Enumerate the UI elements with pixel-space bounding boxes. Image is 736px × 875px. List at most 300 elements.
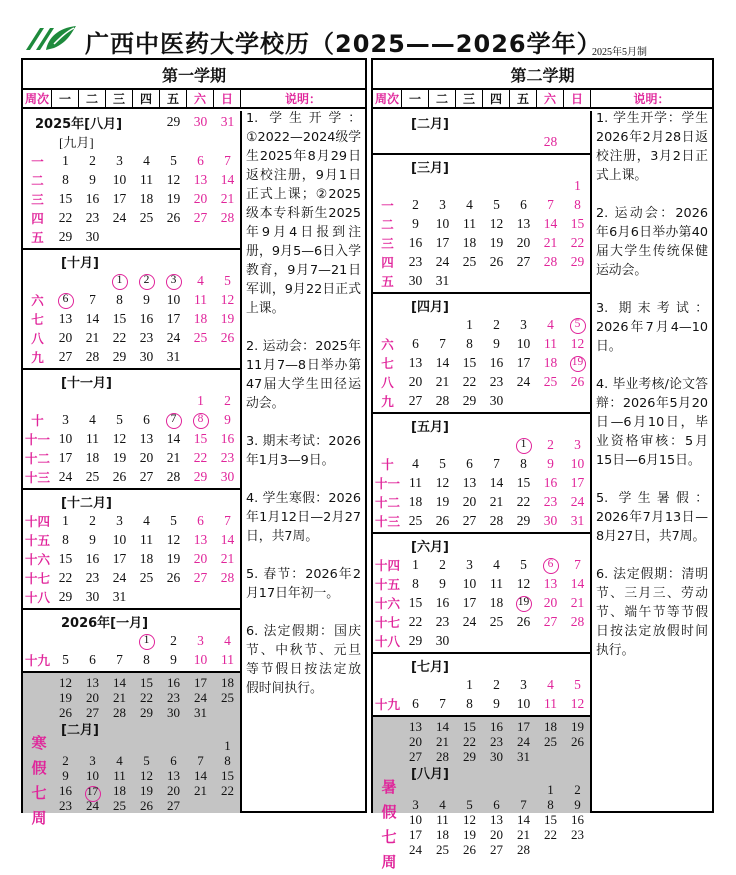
- day-cell: 26: [59, 705, 72, 720]
- day-cell: 31: [166, 348, 181, 364]
- day-cell: 4: [412, 455, 419, 471]
- day-cell: 17: [112, 190, 127, 206]
- day-cell: 11: [140, 531, 153, 547]
- day-cell: 14: [166, 430, 181, 446]
- note-item: 5. 学生暑假：2026年7月13日—8月27日，共7周。: [596, 491, 708, 544]
- day-cell: 4: [197, 272, 204, 288]
- day-cell: [133, 738, 160, 754]
- month-label: [六月]: [411, 540, 449, 555]
- header-cell: 二: [429, 90, 456, 107]
- day-cell: 1: [412, 556, 419, 572]
- day-cell: 19: [463, 827, 476, 842]
- day-cell: [456, 782, 483, 798]
- day-cell: [52, 738, 79, 754]
- day-cell: 14: [220, 531, 235, 547]
- week-row: [23, 227, 241, 246]
- week-row: [373, 675, 591, 694]
- university-logo-icon: [24, 22, 80, 52]
- note-item: 6. 法定假期：清明节、三月三、劳动节、端午节等节假日按法定放假时间执行。: [596, 567, 708, 658]
- day-cell: 27: [86, 705, 99, 720]
- week-row: [373, 631, 591, 650]
- day-cell: 23: [543, 493, 558, 509]
- month-label: [九月]: [59, 135, 94, 150]
- day-cell: [564, 353, 591, 372]
- day-cell: [52, 290, 79, 309]
- week-row: [402, 827, 591, 843]
- day-cell: [214, 798, 241, 814]
- header-cell: 周次: [23, 90, 52, 107]
- day-cell: 4: [547, 676, 554, 692]
- day-cell: 7: [197, 753, 204, 768]
- week-row: [23, 347, 241, 366]
- holiday-circle: 2: [139, 274, 155, 290]
- header-cell: 五: [160, 90, 187, 107]
- day-cell: [429, 782, 456, 798]
- day-cell: 17: [194, 675, 207, 690]
- day-cell: 21: [220, 550, 235, 566]
- vacation-label: 暑假七周: [381, 778, 397, 871]
- day-cell: 30: [435, 632, 450, 648]
- day-cell: 24: [435, 253, 450, 269]
- day-cell: 21: [543, 234, 558, 250]
- day-cell: 1: [466, 676, 473, 692]
- day-cell: 6: [89, 651, 96, 667]
- day-cell: 26: [140, 798, 153, 813]
- day-cell: 9: [170, 651, 177, 667]
- day-cell: 23: [85, 569, 100, 585]
- day-cell: 12: [166, 531, 181, 547]
- day-cell: 26: [570, 373, 585, 389]
- day-cell: 14: [435, 354, 450, 370]
- day-cell: 28: [220, 569, 235, 585]
- day-cell: 23: [139, 329, 154, 345]
- day-cell: 25: [489, 613, 504, 629]
- day-cell: 22: [462, 373, 477, 389]
- holiday-circle: 19: [516, 596, 532, 612]
- week-row: [23, 328, 241, 347]
- day-cell: 29: [570, 253, 585, 269]
- day-cell: 20: [86, 690, 99, 705]
- day-cell: 9: [143, 291, 150, 307]
- holiday-circle: 19: [570, 356, 586, 372]
- day-cell: 8: [520, 455, 527, 471]
- day-cell: 29: [516, 512, 531, 528]
- week-number: 一: [381, 197, 394, 213]
- day-cell: 20: [139, 449, 154, 465]
- day-cell: 31: [220, 113, 235, 129]
- day-cell: 22: [58, 209, 73, 225]
- day-cell: 12: [463, 812, 476, 827]
- day-cell: 21: [194, 783, 207, 798]
- day-cell: 1: [197, 392, 204, 408]
- week-row: [402, 812, 591, 828]
- day-cell: 4: [439, 797, 446, 812]
- day-cell: 2: [89, 512, 96, 528]
- day-cell: 28: [113, 705, 126, 720]
- header: [0, 0, 736, 58]
- header-cell: 三: [456, 90, 483, 107]
- week-number: 十一: [374, 475, 400, 491]
- day-cell: 29: [140, 705, 153, 720]
- week-row: [23, 170, 241, 189]
- semester-2-panel: [371, 58, 714, 871]
- week-number: 十五: [24, 532, 50, 548]
- week-number: 六: [381, 336, 394, 352]
- day-cell: 14: [543, 215, 558, 231]
- week-row: [23, 631, 241, 650]
- header-cell: 四: [483, 90, 510, 107]
- day-cell: 2: [89, 152, 96, 168]
- day-cell: 28: [570, 613, 585, 629]
- week-number: 十九: [374, 696, 400, 712]
- day-cell: 20: [193, 550, 208, 566]
- day-cell: 18: [436, 827, 449, 842]
- month-block: [373, 111, 592, 155]
- day-cell: 3: [116, 512, 123, 528]
- day-cell: 16: [85, 550, 100, 566]
- week-number: 十一: [24, 431, 50, 447]
- day-cell: 8: [62, 531, 69, 547]
- day-cell: 10: [166, 291, 181, 307]
- month-label: [三月]: [411, 161, 449, 176]
- day-cell: 18: [543, 354, 558, 370]
- day-cell: 2: [493, 676, 500, 692]
- holiday-circle: 6: [543, 558, 559, 574]
- day-cell: 24: [517, 734, 530, 749]
- day-cell: 11: [436, 812, 449, 827]
- day-cell: 30: [139, 348, 154, 364]
- week-row: [402, 719, 591, 735]
- day-cell: 29: [408, 632, 423, 648]
- day-cell: 14: [489, 474, 504, 490]
- day-cell: 14: [570, 575, 585, 591]
- week-row: [373, 372, 591, 391]
- day-cell: 29: [463, 749, 476, 764]
- month-block: [23, 370, 242, 490]
- day-cell: 22: [516, 493, 531, 509]
- month-label: [二月]: [61, 723, 99, 738]
- day-cell: 31: [570, 512, 585, 528]
- day-cell: 6: [520, 196, 527, 212]
- day-cell: 17: [570, 474, 585, 490]
- day-cell: 18: [462, 234, 477, 250]
- day-cell: 15: [221, 768, 234, 783]
- week-number: 十二: [374, 494, 400, 510]
- week-row: [373, 353, 591, 372]
- day-cell: 10: [516, 695, 531, 711]
- day-cell: 19: [59, 690, 72, 705]
- day-cell: 27: [409, 749, 422, 764]
- day-cell: 11: [490, 575, 503, 591]
- note-item: 5. 春节：2026年2月17日年初一。: [246, 567, 361, 601]
- header-cell: 日: [564, 90, 591, 107]
- day-cell: 15: [58, 550, 73, 566]
- day-cell: 15: [140, 675, 153, 690]
- week-number: 一: [31, 153, 44, 169]
- day-cell: 9: [493, 695, 500, 711]
- day-cell: 29: [58, 228, 73, 244]
- day-cell: 3: [574, 436, 581, 452]
- week-row: [23, 391, 241, 410]
- day-cell: 28: [166, 468, 181, 484]
- day-cell: 13: [86, 675, 99, 690]
- day-cell: 7: [574, 556, 581, 572]
- day-cell: 31: [517, 749, 530, 764]
- day-cell: 5: [62, 651, 69, 667]
- day-cell: 17: [517, 719, 530, 734]
- day-cell: 28: [85, 348, 100, 364]
- week-row: [23, 429, 241, 448]
- day-cell: 2: [224, 392, 231, 408]
- header-cell: 说明：: [633, 92, 670, 106]
- day-cell: 13: [58, 310, 73, 326]
- month-block: [373, 155, 592, 294]
- day-cell: 25: [436, 842, 449, 857]
- header-cell: 三: [106, 90, 133, 107]
- day-cell: 18: [544, 719, 557, 734]
- note-item: 4. 学生寒假：2026年1月12日—2月27日，共7周。: [246, 491, 361, 544]
- day-cell: 3: [520, 316, 527, 332]
- week-number: 十七: [374, 614, 400, 630]
- day-cell: 24: [409, 842, 422, 857]
- day-cell: 19: [435, 493, 450, 509]
- day-cell: 16: [490, 719, 503, 734]
- week-number: 十五: [374, 576, 400, 592]
- week-row: [23, 549, 241, 568]
- day-cell: [510, 435, 537, 454]
- day-cell: 23: [571, 827, 584, 842]
- week-row: [52, 783, 241, 799]
- day-cell: 25: [193, 329, 208, 345]
- day-cell: 5: [170, 152, 177, 168]
- week-row: [373, 315, 591, 334]
- day-cell: 30: [193, 113, 208, 129]
- month-label: [二月]: [411, 117, 449, 132]
- holiday-circle: 1: [516, 438, 532, 454]
- week-number: 九: [31, 349, 44, 365]
- day-cell: 19: [166, 550, 181, 566]
- day-cell: 17: [435, 234, 450, 250]
- week-row: [373, 511, 591, 530]
- day-cell: 14: [113, 675, 126, 690]
- day-cell: 21: [220, 190, 235, 206]
- day-cell: [187, 738, 214, 754]
- header-cell: 一: [52, 90, 79, 107]
- day-cell: 9: [89, 171, 96, 187]
- day-cell: 20: [167, 783, 180, 798]
- week-row: [373, 195, 591, 214]
- day-cell: 1: [574, 177, 581, 193]
- day-cell: 6: [466, 455, 473, 471]
- week-row: [373, 612, 591, 631]
- header-cell: 二: [79, 90, 106, 107]
- day-cell: 30: [220, 468, 235, 484]
- day-cell: 26: [166, 209, 181, 225]
- day-cell: 8: [547, 797, 554, 812]
- day-cell: 6: [197, 512, 204, 528]
- day-cell: 20: [408, 373, 423, 389]
- day-cell: 17: [409, 827, 422, 842]
- day-cell: 4: [143, 152, 150, 168]
- week-row: [52, 690, 241, 706]
- day-cell: 15: [463, 719, 476, 734]
- header-cell: 说明：: [284, 92, 321, 106]
- semester-1-title: 第一学期: [23, 60, 365, 90]
- week-number: 八: [381, 374, 394, 390]
- day-cell: 13: [167, 768, 180, 783]
- day-cell: 26: [463, 842, 476, 857]
- day-cell: [510, 782, 537, 798]
- week-row: [373, 473, 591, 492]
- day-cell: 12: [112, 430, 127, 446]
- day-cell: 8: [466, 335, 473, 351]
- week-row: [373, 492, 591, 511]
- day-cell: 30: [167, 705, 180, 720]
- day-cell: 3: [439, 196, 446, 212]
- day-cell: 24: [112, 209, 127, 225]
- day-cell: 14: [85, 310, 100, 326]
- day-cell: 23: [490, 734, 503, 749]
- day-cell: 16: [139, 310, 154, 326]
- week-row: [52, 768, 241, 784]
- month-block: [373, 294, 592, 414]
- day-cell: 12: [59, 675, 72, 690]
- day-cell: 30: [490, 749, 503, 764]
- day-cell: 7: [439, 335, 446, 351]
- note-item: 3. 期末考试：2026年7月4—10日。: [596, 301, 708, 354]
- week-number: 五: [381, 273, 394, 289]
- week-row: [23, 151, 241, 170]
- day-cell: 15: [58, 190, 73, 206]
- day-cell: 28: [543, 253, 558, 269]
- week-row: [373, 574, 591, 593]
- day-cell: 23: [220, 449, 235, 465]
- day-cell: [187, 410, 214, 429]
- day-cell: 29: [462, 392, 477, 408]
- day-cell: 25: [139, 569, 154, 585]
- week-number: 二: [381, 216, 394, 232]
- day-cell: 21: [489, 493, 504, 509]
- day-cell: 4: [224, 632, 231, 648]
- month-label: [七月]: [411, 660, 449, 675]
- day-cell: 11: [194, 291, 207, 307]
- day-cell: 5: [116, 411, 123, 427]
- day-cell: 13: [193, 531, 208, 547]
- day-cell: 6: [412, 335, 419, 351]
- day-cell: 8: [466, 695, 473, 711]
- day-cell: 11: [463, 215, 476, 231]
- header-cell: 周次: [373, 90, 402, 107]
- day-cell: 8: [116, 291, 123, 307]
- day-cell: 21: [166, 449, 181, 465]
- day-cell: 27: [490, 842, 503, 857]
- day-cell: 22: [193, 449, 208, 465]
- day-cell: [160, 271, 187, 290]
- day-cell: 24: [112, 569, 127, 585]
- day-cell: 14: [436, 719, 449, 734]
- week-row: [373, 391, 591, 410]
- week-number: 十八: [374, 633, 400, 649]
- day-cell: 10: [570, 455, 585, 471]
- day-cell: 25: [544, 734, 557, 749]
- day-cell: 19: [166, 190, 181, 206]
- day-cell: 18: [139, 550, 154, 566]
- day-cell: [537, 842, 564, 858]
- day-cell: 10: [409, 812, 422, 827]
- day-cell: 13: [516, 215, 531, 231]
- day-cell: 25: [113, 798, 126, 813]
- month-label: 2026年[一月]: [61, 616, 149, 631]
- day-cell: 11: [409, 474, 422, 490]
- day-cell: [79, 783, 106, 799]
- day-cell: 31: [435, 272, 450, 288]
- day-cell: 9: [493, 335, 500, 351]
- day-cell: 24: [570, 493, 585, 509]
- note-item: 1. 学生开学：学生2026年2月28日返校注册，3月2日正式上课。: [596, 111, 708, 183]
- day-cell: 22: [221, 783, 234, 798]
- day-cell: 15: [462, 354, 477, 370]
- holiday-circle: 1: [112, 274, 128, 290]
- holiday-circle: 8: [193, 413, 209, 429]
- day-cell: 15: [112, 310, 127, 326]
- day-cell: 27: [193, 569, 208, 585]
- day-cell: 29: [58, 588, 73, 604]
- day-cell: 18: [139, 190, 154, 206]
- day-cell: 9: [574, 797, 581, 812]
- day-cell: 22: [570, 234, 585, 250]
- month-block: [23, 111, 242, 250]
- week-number: 十三: [24, 469, 50, 485]
- day-cell: 6: [197, 152, 204, 168]
- week-row: [23, 568, 241, 587]
- day-cell: 7: [224, 152, 231, 168]
- day-cell: 21: [113, 690, 126, 705]
- day-cell: 1: [466, 316, 473, 332]
- day-cell: 10: [193, 651, 208, 667]
- week-number: 十六: [374, 595, 400, 611]
- month-block: [23, 610, 242, 673]
- day-cell: 1: [62, 512, 69, 528]
- day-cell: 27: [139, 468, 154, 484]
- day-cell: 12: [570, 335, 585, 351]
- week-row: [373, 252, 591, 271]
- day-cell: 19: [220, 310, 235, 326]
- day-cell: 10: [516, 335, 531, 351]
- header-cell: 五: [510, 90, 537, 107]
- day-cell: 24: [462, 613, 477, 629]
- month-label: [十月]: [61, 256, 99, 271]
- day-cell: 25: [85, 468, 100, 484]
- day-cell: 3: [197, 632, 204, 648]
- day-cell: 25: [408, 512, 423, 528]
- week-row: [373, 435, 591, 454]
- day-cell: 24: [166, 329, 181, 345]
- week-row: [23, 511, 241, 530]
- day-cell: 30: [85, 228, 100, 244]
- day-cell: 5: [224, 272, 231, 288]
- day-cell: 26: [516, 613, 531, 629]
- day-cell: 22: [140, 690, 153, 705]
- day-cell: 28: [220, 209, 235, 225]
- day-cell: 16: [571, 812, 584, 827]
- day-cell: 8: [143, 651, 150, 667]
- day-cell: 14: [194, 768, 207, 783]
- day-cell: 19: [112, 449, 127, 465]
- day-cell: 22: [112, 329, 127, 345]
- week-row: [402, 734, 591, 750]
- month-label: [五月]: [411, 420, 449, 435]
- day-cell: 21: [435, 373, 450, 389]
